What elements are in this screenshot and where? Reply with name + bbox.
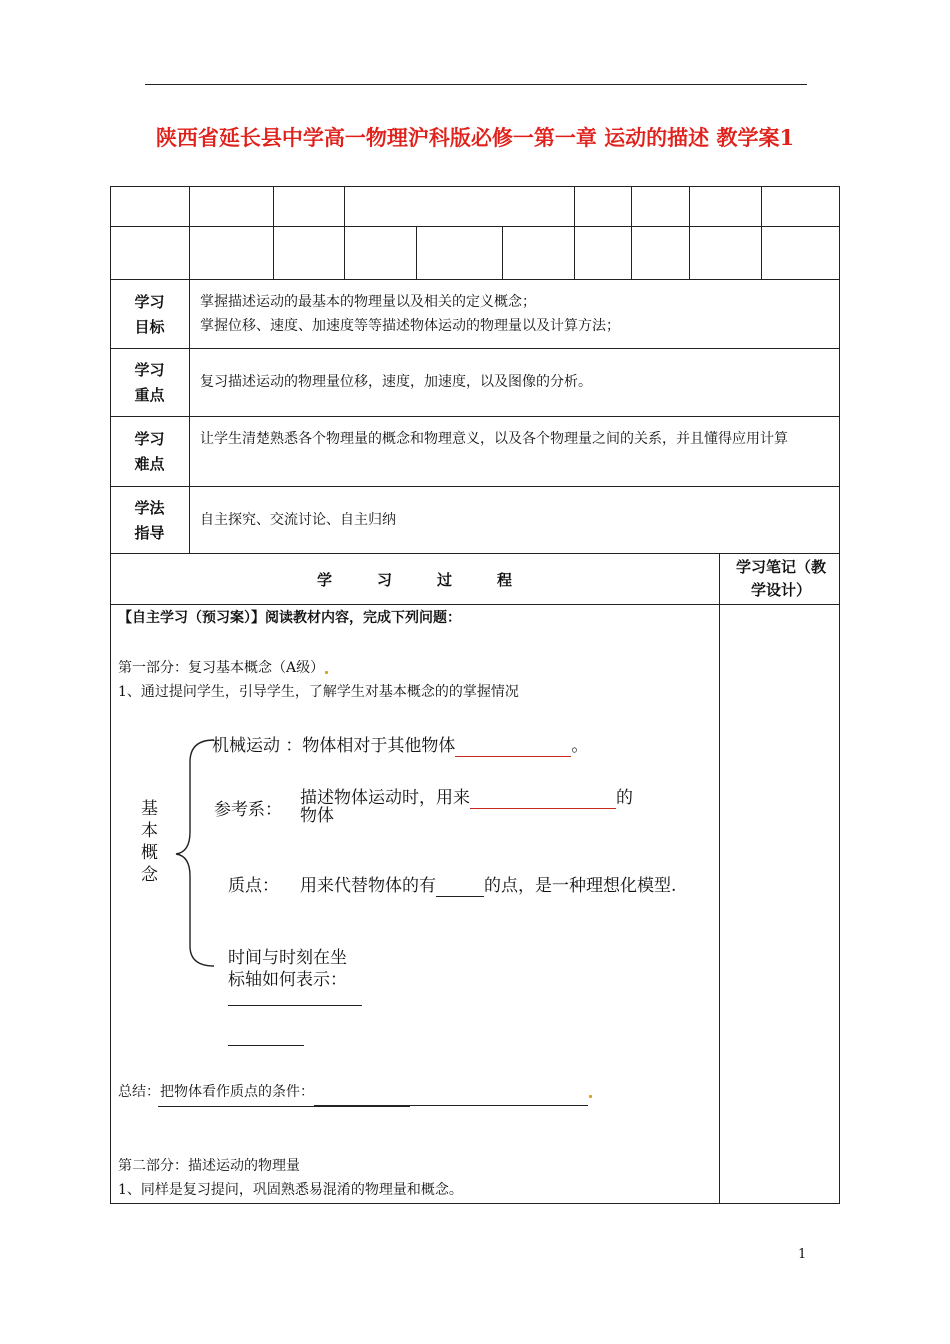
time-answer-line-2 xyxy=(228,1045,304,1046)
key-points-text: 复习描述运动的物理量位移，速度，加速度，以及图像的分析。 xyxy=(200,374,592,390)
particle-text: 用来代替物体的有 的点，是一种理想化模型. xyxy=(300,876,677,896)
concept-label: 基本概念 xyxy=(141,799,158,885)
header-info-table xyxy=(110,186,840,280)
time-answer-line-1 xyxy=(228,1005,362,1006)
ref-frame-label: 参考系： xyxy=(214,800,282,820)
page-title: 陕西省延长县中学高一物理沪科版必修一第一章 运动的描述 教学案1 xyxy=(155,125,795,150)
objectives-label: 学习目标 xyxy=(134,293,165,336)
ref-frame-text-2: 物体 xyxy=(300,806,334,826)
method-label: 学法指导 xyxy=(134,499,165,542)
objectives-line-2: 掌握位移、速度、加速度等等描述物体运动的物理量以及计算方法； xyxy=(200,318,620,334)
page-number: 1 xyxy=(798,1247,807,1262)
time-text-2: 标轴如何表示： xyxy=(228,970,347,990)
process-header: 学 习 过 程 xyxy=(316,571,512,589)
method-text: 自主探究、交流讨论、自主归纳 xyxy=(200,512,396,528)
difficulties-text: 让学生清楚熟悉各个物理量的概念和物理意义，以及各个物理量之间的关系，并且懂得应用计算 xyxy=(200,431,788,447)
part2-item: 1、同样是复习提问，巩固熟悉易混淆的物理量和概念。 xyxy=(118,1182,463,1198)
time-text: 时间与时刻在坐 xyxy=(228,948,347,968)
mech-motion-text: 机械运动 ：物体相对于其他物体 。 xyxy=(212,736,589,756)
particle-label: 质点： xyxy=(228,876,279,896)
key-points-label: 学习重点 xyxy=(134,361,165,404)
ref-frame-text: 描述物体运动时，用来 的 xyxy=(300,788,633,808)
concept-brace xyxy=(168,732,228,972)
objectives-line-1: 掌握描述运动的最基本的物理量以及相关的定义概念； xyxy=(200,294,536,310)
header-rule xyxy=(145,84,807,85)
summary-answer-line xyxy=(158,1106,410,1107)
part2-title: 第二部分：描述运动的物理量 xyxy=(118,1158,300,1174)
part1-title: 第一部分：复习基本概念（A级） xyxy=(118,656,329,681)
self-study-heading: 【自主学习（预习案）】阅读教材内容，完成下列问题： xyxy=(118,610,461,626)
part1-item: 1、通过提问学生，引导学生，了解学生对基本概念的的掌握情况 xyxy=(118,684,519,700)
summary-text: 总结：把物体看作质点的条件： xyxy=(118,1080,593,1106)
difficulties-label: 学习难点 xyxy=(134,430,165,473)
notes-header: 学习笔记（教学设计） xyxy=(735,558,826,599)
